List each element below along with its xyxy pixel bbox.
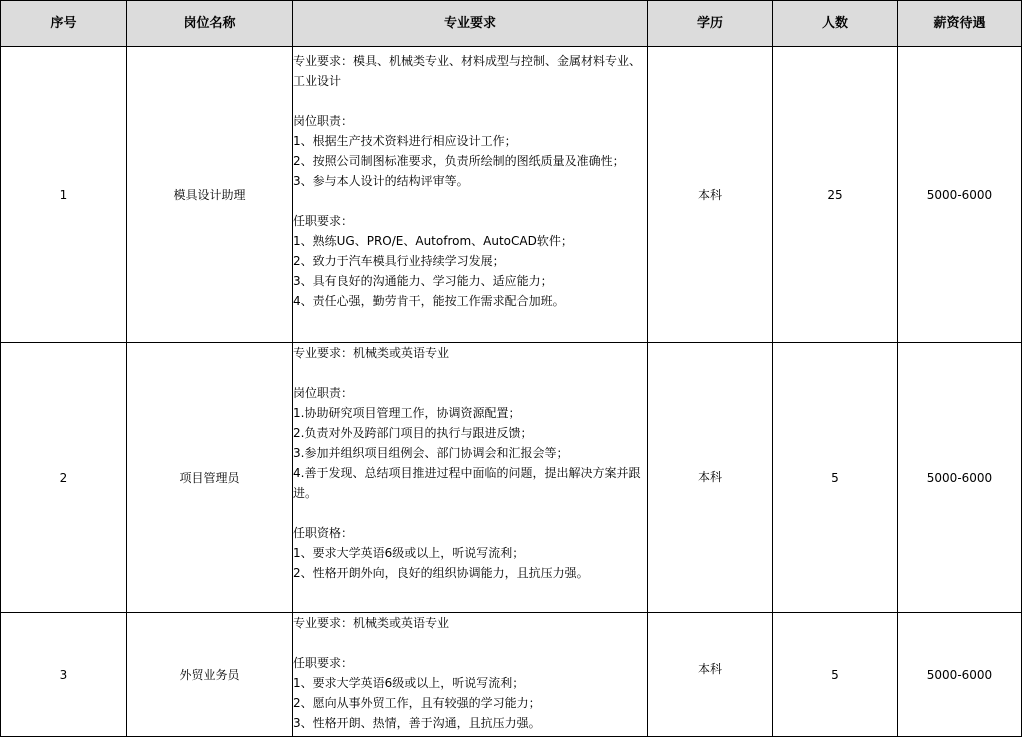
cell-salary: 5000-6000 bbox=[898, 613, 1022, 737]
header-no: 序号 bbox=[1, 1, 127, 47]
header-position: 岗位名称 bbox=[127, 1, 293, 47]
cell-requirements bbox=[293, 613, 648, 737]
cell-requirements bbox=[293, 47, 648, 343]
req-line: 岗位职责： bbox=[293, 386, 354, 400]
req-line: 专业要求：模具、机械类专业、材料成型与控制、金属材料专业、工业设计 bbox=[293, 54, 642, 88]
education-value: 本科 bbox=[697, 470, 722, 484]
req-line: 4、责任心强，勤劳肯干，能按工作需求配合加班。 bbox=[293, 294, 565, 308]
req-line: 3、性格开朗、热情，善于沟通，且抗压力强。 bbox=[293, 716, 541, 730]
req-line: 任职要求： bbox=[293, 214, 354, 228]
req-line: 1、要求大学英语6级或以上，听说写流利； bbox=[293, 676, 525, 690]
cell-position: 外贸业务员 bbox=[127, 613, 293, 737]
header-education: 学历 bbox=[648, 1, 773, 47]
cell-position: 项目管理员 bbox=[127, 343, 293, 613]
req-line: 2、愿向从事外贸工作，且有较强的学习能力； bbox=[293, 696, 541, 710]
req-line: 任职要求： bbox=[293, 656, 354, 670]
cell-no: 1 bbox=[1, 47, 127, 343]
cell-no: 3 bbox=[1, 613, 127, 737]
req-line: 3、参与本人设计的结构评审等。 bbox=[293, 174, 469, 188]
table-row bbox=[1, 47, 1022, 343]
table-row bbox=[1, 343, 1022, 613]
req-line: 2、按照公司制图标准要求，负责所绘制的图纸质量及准确性； bbox=[293, 154, 625, 168]
req-line: 3、具有良好的沟通能力、学习能力、适应能力； bbox=[293, 274, 553, 288]
cell-count: 5 bbox=[773, 343, 898, 613]
header-row bbox=[1, 1, 1022, 47]
education-value: 本科 bbox=[697, 188, 722, 202]
cell-count: 5 bbox=[773, 613, 898, 737]
education-value: 本科 bbox=[697, 662, 722, 676]
req-line: 1、熟练UG、PRO/E、Autofrom、AutoCAD软件； bbox=[293, 234, 573, 248]
cell-salary: 5000-6000 bbox=[898, 343, 1022, 613]
cell-education bbox=[648, 613, 773, 737]
cell-education bbox=[648, 47, 773, 343]
req-line: 2、致力于汽车模具行业持续学习发展； bbox=[293, 254, 505, 268]
req-line: 任职资格： bbox=[293, 526, 354, 540]
req-line: 岗位职责： bbox=[293, 114, 354, 128]
header-count: 人数 bbox=[773, 1, 898, 47]
cell-position: 模具设计助理 bbox=[127, 47, 293, 343]
req-line: 专业要求：机械类或英语专业 bbox=[293, 346, 450, 360]
cell-requirements bbox=[293, 343, 648, 613]
req-line: 1、根据生产技术资料进行相应设计工作； bbox=[293, 134, 517, 148]
req-line: 专业要求：机械类或英语专业 bbox=[293, 616, 450, 630]
cell-education bbox=[648, 343, 773, 613]
cell-no: 2 bbox=[1, 343, 127, 613]
req-line: 1、要求大学英语6级或以上，听说写流利； bbox=[293, 546, 525, 560]
cell-salary: 5000-6000 bbox=[898, 47, 1022, 343]
header-salary: 薪资待遇 bbox=[898, 1, 1022, 47]
table-row bbox=[1, 613, 1022, 737]
req-line: 2、性格开朗外向，良好的组织协调能力，且抗压力强。 bbox=[293, 566, 589, 580]
req-line: 2.负责对外及跨部门项目的执行与跟进反馈； bbox=[293, 426, 533, 440]
req-line: 3.参加并组织项目组例会、部门协调会和汇报会等； bbox=[293, 446, 569, 460]
req-line: 1.协助研究项目管理工作，协调资源配置； bbox=[293, 406, 521, 420]
req-line: 4.善于发现、总结项目推进过程中面临的问题，提出解决方案并跟进。 bbox=[293, 466, 641, 500]
cell-count: 25 bbox=[773, 47, 898, 343]
header-requirements: 专业要求 bbox=[293, 1, 648, 47]
